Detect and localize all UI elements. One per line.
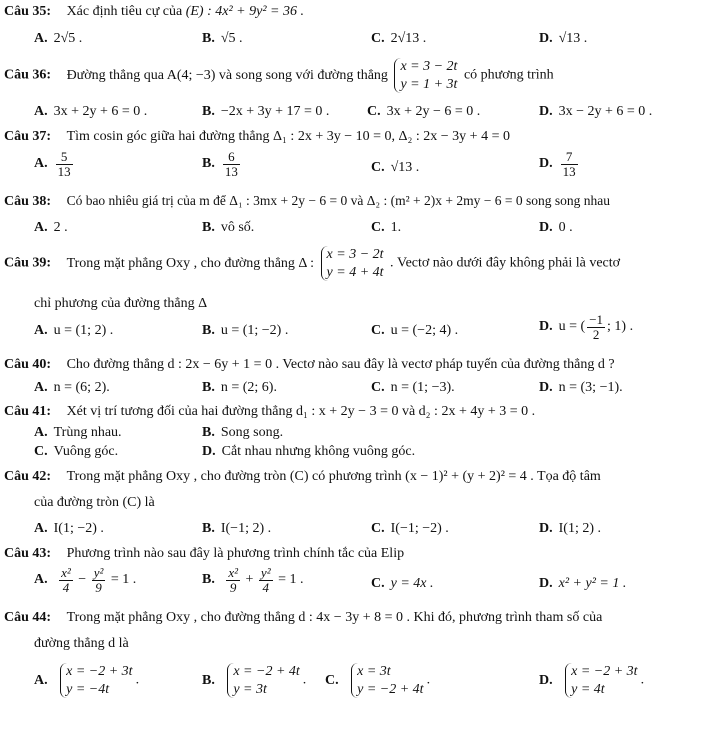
option-c[interactable] <box>371 380 455 396</box>
question-38 <box>4 193 610 210</box>
option-text: √5 . <box>220 31 243 46</box>
option-c[interactable] <box>325 663 430 698</box>
option-letter: D. <box>539 31 553 46</box>
option-text: y = 4x . <box>390 576 434 591</box>
option-c[interactable] <box>34 444 118 460</box>
option-c[interactable] <box>367 104 480 120</box>
question-42-continued <box>34 495 155 511</box>
fraction-numerator: y² <box>260 565 271 580</box>
fraction-numerator: −1 <box>589 312 604 327</box>
option-letter: B. <box>202 380 215 395</box>
option-a[interactable] <box>34 380 110 396</box>
option-text: I(−1; −2) . <box>390 521 449 536</box>
fraction-denominator: 2 <box>592 326 600 342</box>
question-40 <box>4 357 615 373</box>
question-stem: Cho đường thẳng d : 2x − 6y + 1 = 0 . Vectơ nào sau đây là vectơ pháp tuyến của đường thẳng d ? <box>66 357 615 372</box>
option-text: Song song. <box>220 425 284 440</box>
option-letter: D. <box>539 672 553 688</box>
question-stem: Có bao nhiêu giá trị của m để Δ₁ : 3mx + 2y − 6 = 0 và Δ₂ : (m² + 2)x + 2my − 6 = 0 song song nhau <box>66 193 610 208</box>
option-a[interactable] <box>34 521 104 537</box>
question-number: Câu 40: <box>4 357 52 372</box>
question-stem-end: có phương trình <box>463 67 554 83</box>
option-letter: A. <box>34 323 48 338</box>
option-c[interactable] <box>371 576 434 592</box>
option-text: 1. <box>390 220 402 235</box>
option-letter: D. <box>539 521 553 536</box>
option-b[interactable] <box>202 220 254 236</box>
question-43 <box>4 546 404 562</box>
option-letter: B. <box>202 323 215 338</box>
option-text: √13 . <box>390 160 420 175</box>
option-a[interactable] <box>34 323 113 339</box>
question-number: Câu 44: <box>4 610 52 625</box>
option-text: 2√5 . <box>53 31 83 46</box>
option-a[interactable] <box>34 220 68 236</box>
option-letter: C. <box>325 672 339 688</box>
option-b[interactable] <box>202 150 242 178</box>
option-text: u = (1; 2) . <box>53 323 114 338</box>
option-letter: B. <box>202 425 215 440</box>
option-a[interactable] <box>34 31 82 47</box>
option-letter: C. <box>371 160 385 175</box>
option-a[interactable] <box>34 150 75 178</box>
option-text: I(−1; 2) . <box>220 521 272 536</box>
question-stem: Đường thẳng qua A(4; −3) và song song với đường thẳng <box>66 67 388 83</box>
option-d[interactable] <box>539 663 644 698</box>
option-letter: A. <box>34 672 48 688</box>
system-line-2: y = 1 + 3t <box>400 76 458 92</box>
option-letter: A. <box>34 220 48 235</box>
option-text: √13 . <box>558 31 588 46</box>
option-b[interactable] <box>202 566 304 594</box>
option-letter: D. <box>539 104 553 119</box>
option-letter: A. <box>34 104 48 119</box>
question-stem: chỉ phương của đường thẳng Δ <box>34 296 208 311</box>
option-text: −2x + 3y + 17 = 0 . <box>220 104 330 119</box>
option-text: 3x − 2y + 6 = 0 . <box>558 104 653 119</box>
question-44-continued <box>34 636 129 652</box>
option-d[interactable] <box>539 31 587 47</box>
question-stem: Xét vị trí tương đối của hai đường thẳng d₁ : x + 2y − 3 = 0 và d₂ : 2x + 4y + 3 = 0 . <box>66 404 536 419</box>
option-text: Trùng nhau. <box>53 425 122 440</box>
question-number: Câu 37: <box>4 129 52 144</box>
option-letter: D. <box>539 380 553 395</box>
option-text: 0 . <box>558 220 573 235</box>
question-number: Câu 41: <box>4 404 52 419</box>
question-stem: Tìm cosin góc giữa hai đường thẳng Δ₁ : 2x + 3y − 10 = 0, Δ₂ : 2x − 3y + 4 = 0 <box>66 129 510 144</box>
fraction-numerator: x² <box>228 565 239 580</box>
question-stem: Xác định tiêu cự của <box>66 4 186 19</box>
system-line-1: x = −2 + 3t <box>571 664 638 679</box>
option-text: 2√13 . <box>390 31 427 46</box>
option-letter: A. <box>34 425 48 440</box>
option-letter: A. <box>34 31 48 46</box>
question-44 <box>4 610 602 626</box>
option-c[interactable] <box>371 220 401 236</box>
option-text: u = (−2; 4) . <box>390 323 459 338</box>
system-line-1: x = 3 − 2t <box>326 247 384 262</box>
option-letter: C. <box>371 380 385 395</box>
option-letter: D. <box>539 319 553 335</box>
option-d[interactable] <box>539 104 652 120</box>
option-letter: A. <box>34 380 48 395</box>
option-c[interactable] <box>371 521 449 537</box>
question-number: Câu 39: <box>4 255 52 271</box>
fraction-numerator: y² <box>93 565 104 580</box>
option-text-end: ; 1) . <box>607 319 634 335</box>
option-letter: A. <box>34 572 48 588</box>
option-text: u = (1; −2) . <box>220 323 289 338</box>
parametric-system <box>227 663 299 698</box>
equation-tail: = 1 . <box>278 572 304 588</box>
equation-tail: . <box>640 672 645 688</box>
parametric-system <box>60 663 132 698</box>
option-d[interactable] <box>539 150 580 178</box>
system-line-2: y = −4t <box>66 681 110 697</box>
question-39-continued <box>34 296 207 312</box>
option-letter: D. <box>539 156 553 172</box>
option-letter: B. <box>202 156 215 172</box>
option-letter: B. <box>202 220 215 235</box>
option-d[interactable] <box>539 220 573 236</box>
question-stem: đường thẳng d là <box>34 636 129 651</box>
ellipse-name: (E) <box>185 4 204 19</box>
option-text: x² + y² = 1 . <box>558 576 627 591</box>
fraction-denominator: 9 <box>95 579 102 595</box>
option-d[interactable] <box>539 576 626 592</box>
parametric-system <box>321 246 384 281</box>
option-letter: B. <box>202 572 215 588</box>
option-letter: A. <box>34 156 48 172</box>
parametric-system <box>351 663 423 698</box>
option-letter: C. <box>371 220 385 235</box>
option-text: n = (1; −3). <box>390 380 455 395</box>
question-37 <box>4 129 510 145</box>
option-d[interactable] <box>202 444 415 460</box>
question-number: Câu 35: <box>4 4 52 19</box>
option-a[interactable] <box>34 425 122 441</box>
question-stem: Trong mặt phẳng Oxy , cho đường thẳng d : 4x − 3y + 8 = 0 . Khi đó, phương trình tham số của <box>66 610 603 625</box>
fraction-denominator: 13 <box>57 163 71 179</box>
option-d[interactable] <box>539 380 623 396</box>
option-letter: C. <box>371 521 385 536</box>
option-letter: B. <box>202 31 215 46</box>
question-stem-end: . Vectơ nào dưới đây không phải là vectơ <box>390 255 621 271</box>
fraction-denominator: 4 <box>262 579 269 595</box>
option-letter: B. <box>202 521 215 536</box>
option-letter: B. <box>202 104 215 119</box>
system-line-2: y = 3t <box>233 681 267 697</box>
option-letter: C. <box>34 444 48 459</box>
option-letter: A. <box>34 521 48 536</box>
option-text: vô số. <box>220 220 255 235</box>
question-number: Câu 43: <box>4 546 52 561</box>
option-b[interactable] <box>202 425 283 441</box>
option-letter: C. <box>371 576 385 591</box>
ellipse-equation: : 4x² + 9y² = 36 . <box>203 4 304 19</box>
fraction-denominator: 4 <box>62 579 70 595</box>
option-text: n = (6; 2). <box>53 380 110 395</box>
question-36 <box>4 58 554 93</box>
option-b[interactable] <box>202 31 243 47</box>
option-c[interactable] <box>371 160 419 176</box>
option-text: I(1; 2) . <box>558 521 602 536</box>
equation-tail: = 1 . <box>110 572 137 588</box>
question-stem: Trong mặt phẳng Oxy , cho đường tròn (C) có phương trình (x − 1)² + (y + 2)² = 4 . Tọa độ tâm <box>66 469 601 484</box>
option-letter: D. <box>539 220 553 235</box>
equation-tail: . <box>426 672 431 688</box>
option-text: Cắt nhau nhưng không vuông góc. <box>221 444 416 459</box>
question-39 <box>4 246 620 281</box>
option-b[interactable] <box>202 663 306 698</box>
option-text: 3x + 2y + 6 = 0 . <box>53 104 148 119</box>
option-letter: D. <box>539 576 553 591</box>
option-text: Vuông góc. <box>53 444 119 459</box>
system-line-1: x = 3 − 2t <box>400 59 458 74</box>
question-number: Câu 36: <box>4 67 52 83</box>
option-text: u = ( <box>558 319 586 335</box>
equation-tail: . <box>302 672 307 688</box>
option-a[interactable] <box>34 104 147 120</box>
option-letter: C. <box>371 323 385 338</box>
option-letter: C. <box>371 31 385 46</box>
option-b[interactable] <box>202 521 271 537</box>
parametric-system <box>394 58 457 93</box>
fraction-denominator: 9 <box>229 579 237 595</box>
question-stem: của đường tròn (C) là <box>34 495 155 510</box>
system-line-2: y = 4 + 4t <box>326 264 384 280</box>
system-line-1: x = −2 + 4t <box>233 664 300 679</box>
option-text: I(1; −2) . <box>53 521 104 536</box>
question-number: Câu 42: <box>4 469 52 484</box>
fraction-denominator: 13 <box>562 163 576 179</box>
option-letter: B. <box>202 672 215 688</box>
fraction-numerator: 7 <box>561 150 578 165</box>
system-line-1: x = −2 + 3t <box>66 664 133 679</box>
option-d[interactable] <box>539 521 601 537</box>
option-b[interactable] <box>202 380 277 396</box>
option-text: n = (2; 6). <box>220 380 277 395</box>
question-number: Câu 38: <box>4 194 52 209</box>
option-c[interactable] <box>371 323 458 339</box>
fraction-numerator: 6 <box>223 150 240 165</box>
option-b[interactable] <box>202 104 329 120</box>
option-a[interactable] <box>34 566 136 594</box>
question-stem: Trong mặt phẳng Oxy , cho đường thẳng Δ : <box>66 255 315 271</box>
question-42 <box>4 469 601 485</box>
fraction-numerator: x² <box>61 565 71 580</box>
option-a[interactable] <box>34 663 139 698</box>
option-text: n = (3; −1). <box>558 380 623 395</box>
option-d[interactable] <box>539 313 633 341</box>
option-text: 2 . <box>53 220 68 235</box>
operator: + <box>245 572 254 588</box>
option-c[interactable] <box>371 31 426 47</box>
question-41 <box>4 404 535 420</box>
option-b[interactable] <box>202 323 288 339</box>
parametric-system <box>565 663 637 698</box>
system-line-2: y = −2 + 4t <box>357 681 424 697</box>
question-stem: Phương trình nào sau đây là phương trình chính tắc của Elip <box>66 546 405 561</box>
option-text: 3x + 2y − 6 = 0 . <box>386 104 481 119</box>
operator: − <box>78 572 87 588</box>
option-letter: C. <box>367 104 381 119</box>
system-line-1: x = 3t <box>357 664 391 679</box>
system-line-2: y = 4t <box>571 681 605 697</box>
question-35 <box>4 4 304 20</box>
fraction-denominator: 13 <box>224 163 238 179</box>
option-letter: D. <box>202 444 216 459</box>
fraction-numerator: 5 <box>56 150 73 165</box>
equation-tail: . <box>135 672 140 688</box>
